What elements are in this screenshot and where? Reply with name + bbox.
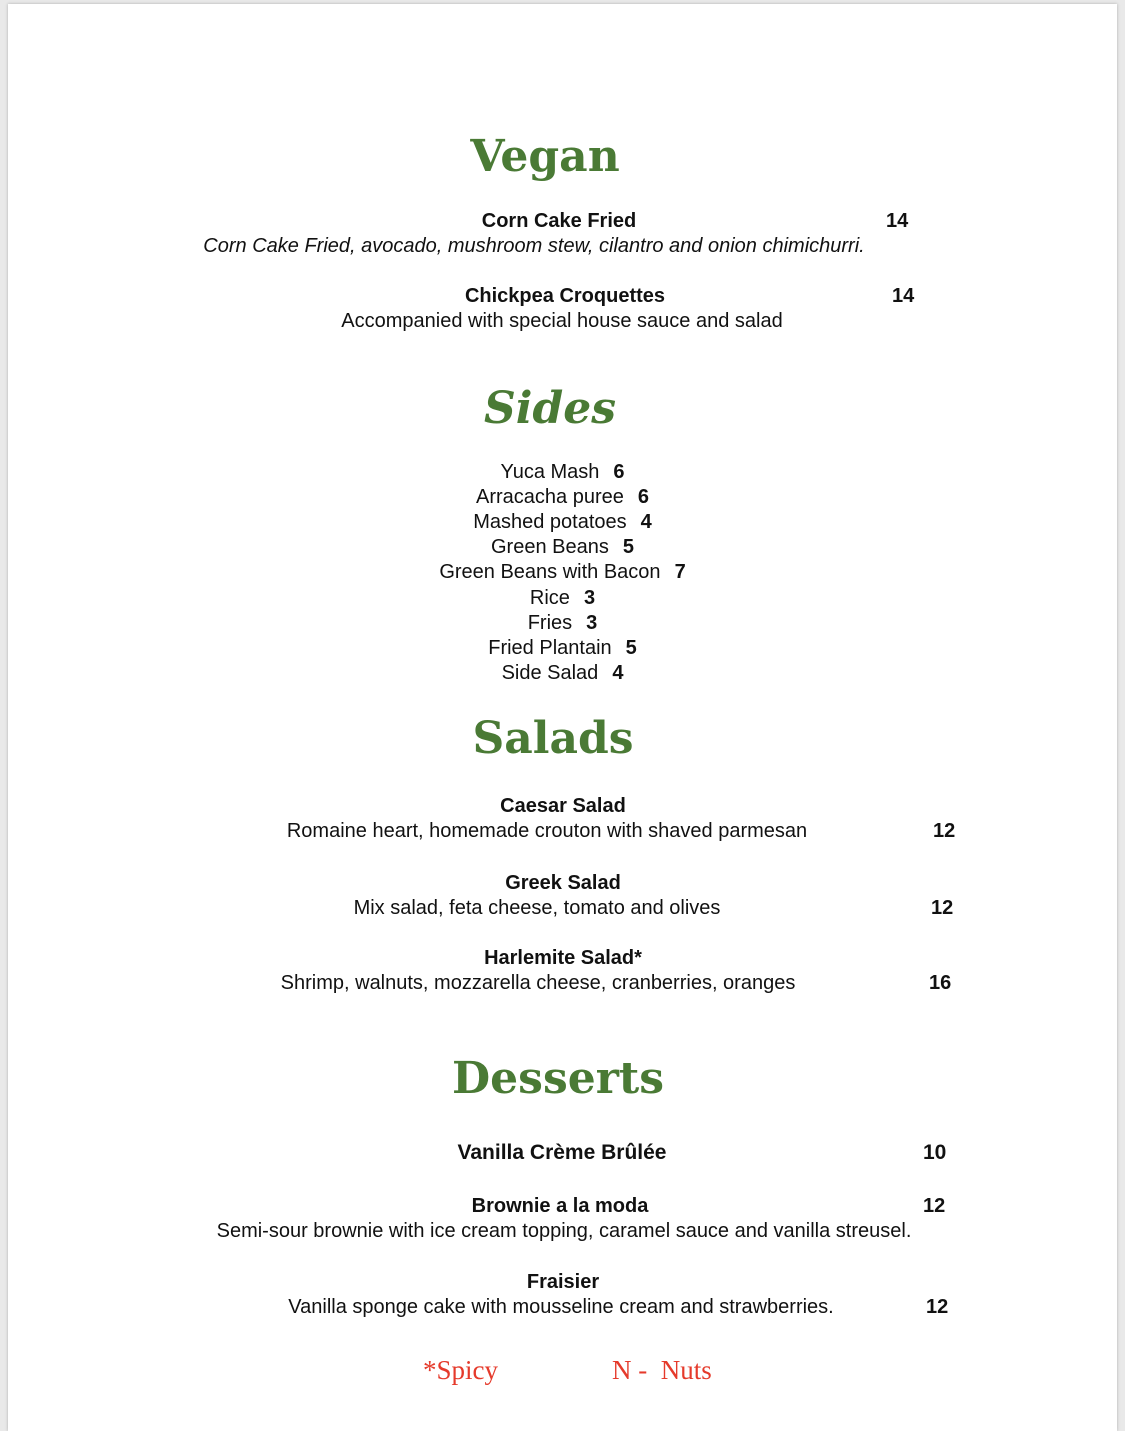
vegan-heading: Vegan: [470, 131, 620, 182]
salad-item-price: 16: [929, 972, 952, 994]
side-item: [0, 537, 1125, 557]
legend-nuts: N - Nuts: [612, 1355, 712, 1385]
side-item-name: Arracacha puree: [476, 486, 624, 508]
side-item: [0, 487, 1125, 507]
salad-item-price: 12: [931, 897, 954, 919]
salad-item-name: Greek Salad: [505, 872, 621, 894]
dessert-item-description: Semi-sour brownie with ice cream topping, caramel sauce and vanilla streusel.: [216, 1220, 912, 1242]
side-item-name: Yuca Mash: [500, 461, 600, 483]
dessert-item-price: 10: [923, 1141, 947, 1164]
side-item: [0, 562, 1125, 582]
legend-spicy: *Spicy: [423, 1355, 499, 1385]
dessert-item-name: Vanilla Crème Brûlée: [457, 1141, 667, 1164]
salad-item-description: Romaine heart, homemade crouton with shaved parmesan: [286, 820, 808, 842]
dessert-item-name: Brownie a la moda: [471, 1195, 649, 1217]
vegan-item-description: Accompanied with special house sauce and salad: [341, 310, 783, 332]
dessert-item-price: 12: [926, 1296, 949, 1318]
side-item: [0, 613, 1125, 633]
salad-item-name: Harlemite Salad*: [484, 947, 642, 969]
vegan-item-price: 14: [892, 285, 915, 307]
vegan-item-name: Corn Cake Fried: [481, 210, 637, 232]
salad-item-price: 12: [933, 820, 956, 842]
salad-item-name: Caesar Salad: [500, 795, 626, 817]
side-item-name: Mashed potatoes: [473, 511, 627, 533]
side-item-name: Fries: [527, 612, 573, 634]
vegan-item-name: Chickpea Croquettes: [464, 285, 666, 307]
side-item-price: 7: [674, 561, 686, 583]
side-item: [0, 462, 1125, 482]
side-item-name: Fried Plantain: [488, 637, 612, 659]
vegan-item-price: 14: [886, 210, 909, 232]
side-item-name: Side Salad: [501, 662, 599, 684]
side-item-price: 3: [586, 612, 598, 634]
dessert-item-price: 12: [923, 1195, 946, 1217]
dessert-item-name: Fraisier: [526, 1271, 600, 1293]
side-item-name: Green Beans with Bacon: [439, 561, 661, 583]
side-item-price: 3: [583, 587, 596, 609]
side-item-price: 4: [612, 662, 624, 684]
side-item: [0, 663, 1125, 683]
side-item: [0, 638, 1125, 658]
sides-heading: Sides: [483, 383, 617, 434]
vegan-item-description: Corn Cake Fried, avocado, mushroom stew, cilantro and onion chimichurri.: [203, 235, 865, 257]
desserts-heading: Desserts: [452, 1053, 664, 1104]
side-item: [0, 512, 1125, 532]
salad-item-description: Shrimp, walnuts, mozzarella cheese, cranberries, oranges: [280, 972, 796, 994]
side-item-price: 6: [637, 486, 649, 508]
side-item: [0, 588, 1125, 608]
side-item-price: 6: [613, 461, 625, 483]
side-item-price: 4: [640, 511, 652, 533]
side-item-name: Green Beans: [491, 536, 609, 558]
side-item-price: 5: [625, 637, 637, 659]
salad-item-description: Mix salad, feta cheese, tomato and olives: [353, 897, 721, 919]
dessert-item-description: Vanilla sponge cake with mousseline cream and strawberries.: [288, 1296, 834, 1318]
side-item-name: Rice: [529, 587, 570, 609]
side-item-price: 5: [622, 536, 634, 558]
salads-heading: Salads: [472, 713, 634, 764]
